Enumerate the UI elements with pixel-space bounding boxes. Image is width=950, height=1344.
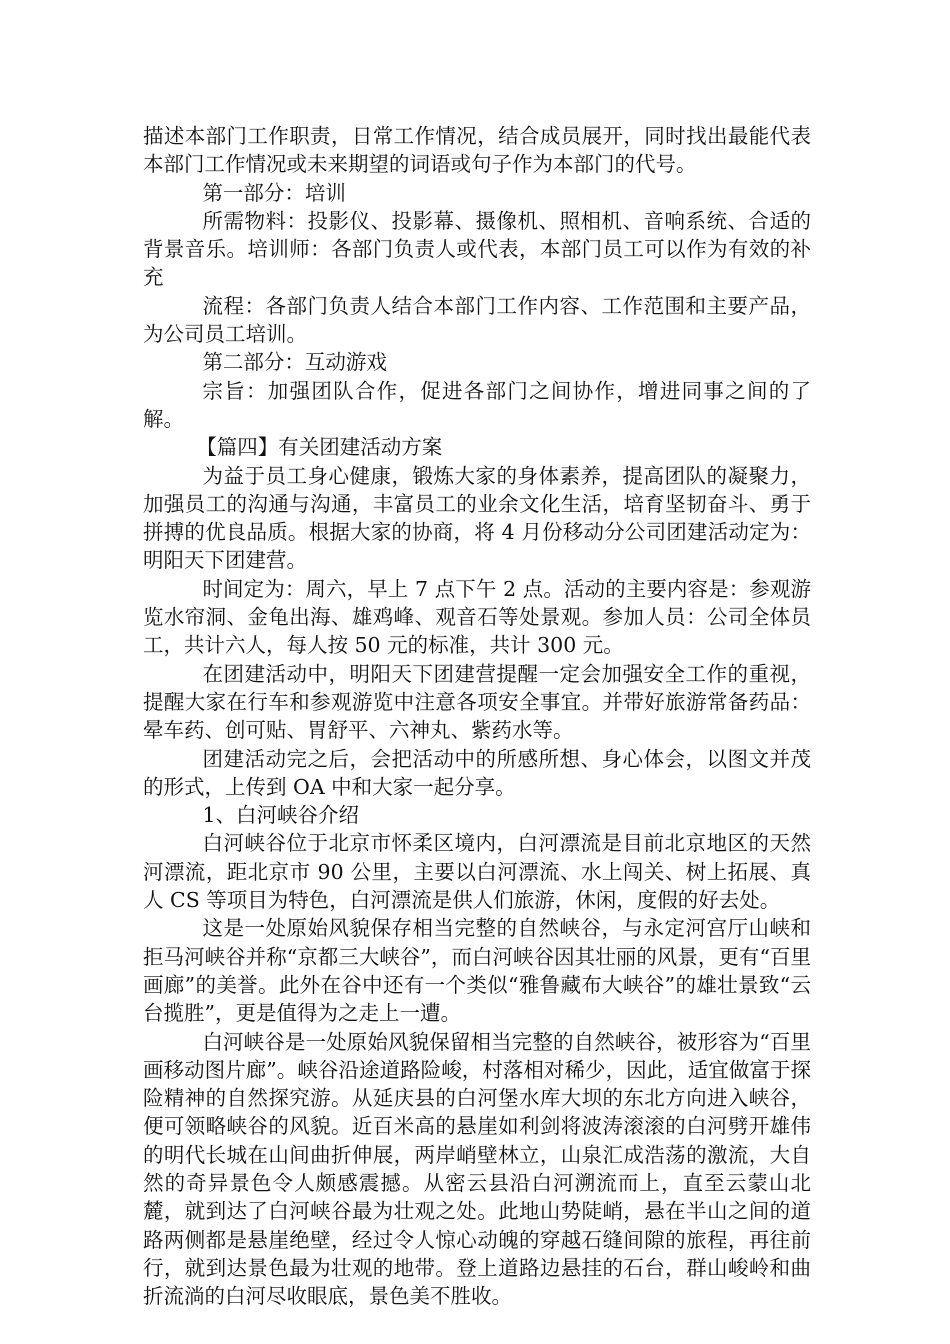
paragraph-schedule: 时间定为：周六，早上 7 点下午 2 点。活动的主要内容是：参观游览水帘洞、金龟出海、雄鸡峰、观音石等处景观。参加人员：公司全体员工，共计六人，每人按 50 元的标准，共计 300 元。	[143, 576, 811, 658]
paragraph-sharing: 团建活动完之后，会把活动中的所感所想、身心体会，以图文并茂的形式，上传到 OA 中和大家一起分享。	[143, 746, 811, 799]
paragraph-process: 流程：各部门负责人结合本部门工作内容、工作范围和主要产品，为公司员工培训。	[143, 293, 811, 347]
section-heading-games: 第二部分：互动游戏	[202, 350, 387, 375]
paragraph-goals: 为益于员工身心健康，锻炼大家的身体素养，提高团队的凝聚力，加强员工的沟通与沟通，丰富员工的业余文化生活，培育坚韧奋斗、勇于拼搏的优良品质。根据大家的协商，将 4 月份移动分公司团建活动定为：明阳天下团建营。	[143, 463, 811, 573]
chapter-heading-part-four: 【篇四】有关团建活动方案	[196, 435, 443, 460]
section-heading-baihe: 1、白河峡谷介绍	[202, 803, 359, 828]
paragraph-safety: 在团建活动中，明阳天下团建营提醒一定会加强安全工作的重视，提醒大家在行车和参观游览中注意各项安全事宜。并带好旅游常备药品：晕车药、创可贴、胃舒平、六神丸、紫药水等。	[143, 661, 811, 743]
paragraph-materials: 所需物料：投影仪、投影幕、摄像机、照相机、音响系统、合适的背景音乐。培训师：各部门负责人或代表，本部门员工可以作为有效的补充	[143, 208, 811, 290]
paragraph-intro: 描述本部门工作职责，日常工作情况，结合成员展开，同时找出最能代表本部门工作情况或未来期望的词语或句子作为本部门的代号。	[143, 124, 811, 177]
paragraph-purpose: 宗旨：加强团队合作，促进各部门之间协作，增进同事之间的了解。	[143, 378, 811, 431]
document-page	[143, 122, 811, 1310]
paragraph-baihe-location: 白河峡谷位于北京市怀柔区境内，白河漂流是目前北京地区的天然河漂流，距北京市 90 公里，主要以白河漂流、水上闯关、树上拓展、真人 CS 等项目为特色，白河漂流是供人们旅游，休闲，度假的好去处。	[143, 831, 811, 913]
paragraph-baihe-scenery: 白河峡谷是一处原始风貌保留相当完整的自然峡谷，被形容为“百里画移动图片廊”。峡谷沿途道路险峻，村落相对稀少，因此，适宜做富于探险精神的自然探究游。从延庆县的白河堡水库大坝的东北方向进入峡谷，便可领略峡谷的风貌。近百米高的悬崖如利剑将波涛滚滚的白河劈开雄伟的明代长城在山间曲折伸展，两岸峭壁林立，山泉汇成浩荡的激流，大自然的奇异景色令人颇感震撼。从密云县沿白河溯流而上，直至云蒙山北麓，就到达了白河峡谷最为壮观之处。此地山势陡峭，悬在半山之间的道路两侧都是悬崖绝壁，经过令人惊心动魄的穿越石缝间隙的旅程，再往前行，就到达景色最为壮观的地带。登上道路边悬挂的石台，群山峻岭和曲折流淌的白河尽收眼底，景色美不胜收。	[143, 1029, 811, 1309]
section-heading-training: 第一部分：培训	[202, 180, 346, 205]
paragraph-baihe-canyon: 这是一处原始风貌保存相当完整的自然峡谷，与永定河宫厅山峡和拒马河峡谷并称“京都三大峡谷”，而白河峡谷因其壮丽的风景，更有“百里画廊”的美誉。此外在谷中还有一个类似“雅鲁藏布大峡谷”的雄壮景致“云台揽胜”，更是值得为之走上一遭。	[143, 916, 811, 1026]
